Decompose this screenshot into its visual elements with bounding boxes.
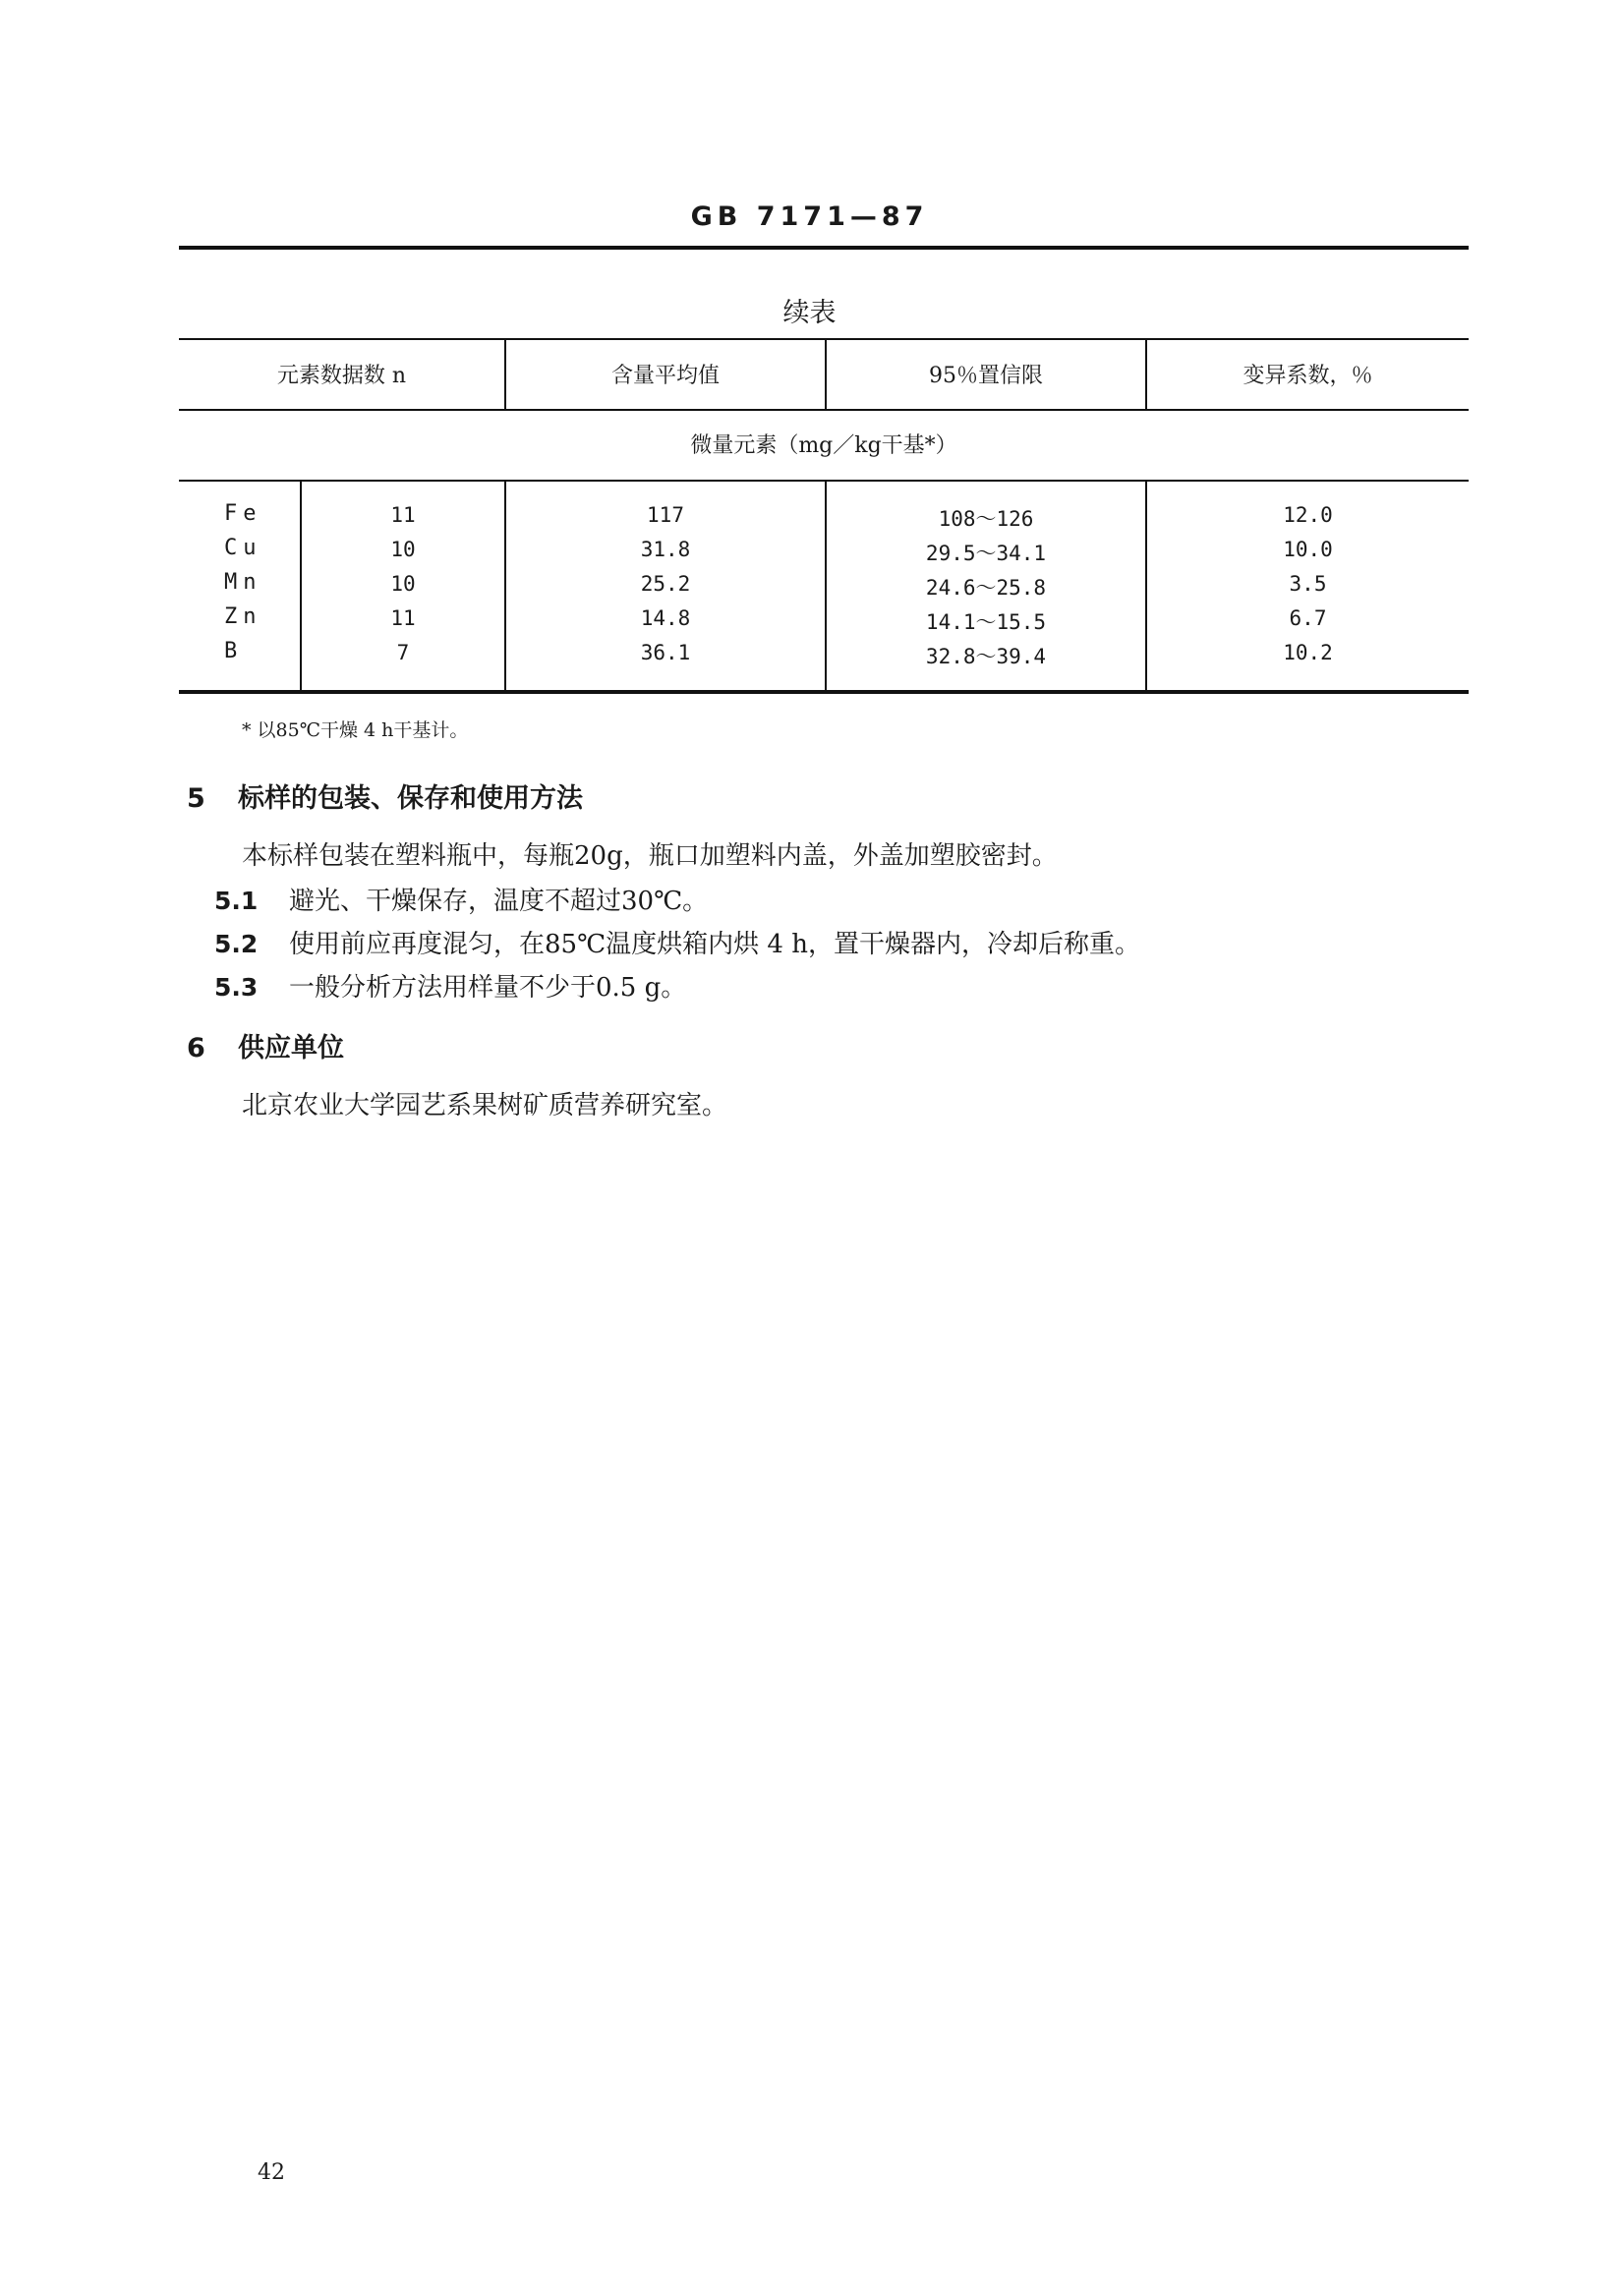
clause-text: 使用前应再度混匀，在85℃温度烘箱内烘 4 h，置干燥器内，冷却后称重。: [289, 930, 1140, 959]
cv-value: 12.0: [1283, 503, 1333, 527]
element-symbol: Cu: [224, 536, 262, 560]
clause-number: 5.3: [214, 973, 259, 1002]
section-title: 标样的包装、保存和使用方法: [238, 783, 583, 814]
column-header-cv: 变异系数，％: [1243, 364, 1373, 388]
element-symbol: Mn: [224, 570, 262, 595]
document-code: GB 7171—87: [690, 201, 929, 232]
clause-5-1: [214, 881, 708, 917]
element-symbol: Fe: [224, 501, 262, 526]
section-number: 5: [187, 783, 205, 814]
cv-value: 10.0: [1283, 538, 1333, 561]
clause-text: 一般分析方法用样量不少于0.5 g。: [289, 973, 687, 1003]
clause-5-3: [214, 967, 686, 1004]
confidence-limit: 108～126: [938, 507, 1034, 531]
column-header-elements-n: 元素数据数 n: [276, 364, 407, 388]
subheader-bottom-rule: [179, 480, 1469, 482]
section-number: 6: [187, 1033, 205, 1063]
section-5-intro: 本标样包装在塑料瓶中，每瓶20g，瓶口加塑料内盖，外盖加塑胶密封。: [242, 841, 1058, 871]
cv-value: 10.2: [1283, 641, 1333, 664]
mean-value: 117: [647, 503, 684, 527]
section-6-text: 北京农业大学园艺系果树矿质营养研究室。: [242, 1091, 728, 1120]
data-count: 10: [390, 572, 416, 596]
clause-number: 5.1: [214, 887, 259, 915]
page-number: 42: [258, 2160, 285, 2185]
data-count: 11: [390, 606, 416, 630]
table-subheader: 微量元素（mg／kg干基*）: [690, 433, 957, 458]
table-caption: 续表: [782, 298, 837, 328]
column-header-mean: 含量平均值: [610, 364, 720, 388]
data-count: 7: [396, 641, 410, 664]
clause-number: 5.2: [214, 930, 259, 958]
mean-value: 25.2: [640, 572, 691, 596]
table-footnote: * 以85℃干燥 4 h干基计。: [242, 719, 469, 741]
header-bottom-rule: [179, 409, 1469, 411]
clause-text: 避光、干燥保存，温度不超过30℃。: [289, 887, 709, 916]
element-symbol: B: [224, 639, 244, 663]
section-5-heading: [187, 776, 583, 815]
confidence-limit: 32.8～39.4: [925, 645, 1047, 668]
cv-value: 6.7: [1289, 606, 1327, 630]
confidence-limit: 24.6～25.8: [925, 576, 1047, 600]
mean-value: 36.1: [640, 641, 691, 664]
cv-value: 3.5: [1289, 572, 1327, 596]
element-symbol: Zn: [224, 604, 262, 629]
clause-5-2: [214, 924, 1140, 960]
data-count: 11: [390, 503, 416, 527]
header-rule: [179, 246, 1469, 250]
mean-value: 14.8: [640, 606, 691, 630]
table-bottom-rule: [179, 690, 1469, 694]
data-count: 10: [390, 538, 416, 561]
section-6-heading: [187, 1026, 344, 1064]
section-title: 供应单位: [238, 1033, 344, 1063]
confidence-limit: 29.5～34.1: [925, 542, 1047, 565]
column-header-confidence-limit: 95％置信限: [929, 364, 1043, 388]
table-top-rule: [179, 338, 1469, 340]
mean-value: 31.8: [640, 538, 691, 561]
confidence-limit: 14.1～15.5: [925, 610, 1047, 634]
